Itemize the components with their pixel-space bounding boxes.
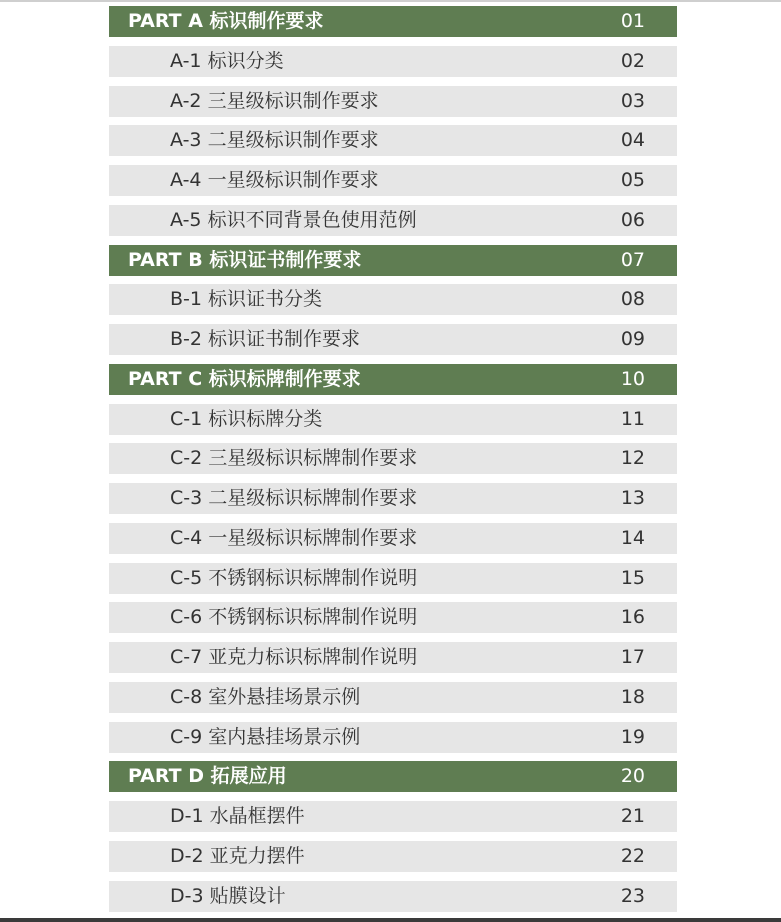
toc-item-b2-page: 09 (620, 328, 645, 350)
table-of-contents (109, 6, 677, 920)
toc-item-c2-page: 12 (620, 447, 645, 470)
toc-item-d1-title: D-1 水晶框摆件 (170, 805, 305, 827)
toc-item-a3-title: A-3 二星级标识制作要求 (170, 129, 379, 152)
toc-item-c8-page: 18 (620, 685, 645, 708)
toc-item-c3-page: 13 (620, 487, 645, 509)
toc-item-c6-title: C-6 不锈钢标识标牌制作说明 (170, 606, 418, 629)
toc-item-c9-page: 19 (620, 725, 645, 748)
top-border-line (0, 0, 781, 2)
toc-item-c9-title: C-9 室内悬挂场景示例 (170, 725, 361, 748)
toc-item-c5[interactable] (109, 563, 677, 594)
toc-item-c7[interactable] (109, 642, 677, 673)
toc-item-c3[interactable] (109, 483, 677, 514)
bottom-border-line (0, 918, 781, 922)
toc-item-c5-page: 15 (620, 566, 645, 589)
toc-item-d2[interactable] (109, 841, 677, 872)
toc-item-a1-title: A-1 标识分类 (170, 49, 284, 72)
toc-item-a1-page: 02 (620, 49, 645, 72)
toc-part-b-title: PART B 标识证书制作要求 (128, 248, 362, 271)
toc-item-a2-title: A-2 三星级标识制作要求 (170, 89, 379, 112)
toc-part-c[interactable] (109, 364, 677, 395)
toc-item-c8-title: C-8 室外悬挂场景示例 (170, 685, 361, 708)
toc-item-c2-title: C-2 三星级标识标牌制作要求 (170, 447, 418, 470)
toc-part-b-page: 07 (620, 248, 645, 271)
toc-item-c3-title: C-3 二星级标识标牌制作要求 (170, 487, 418, 509)
toc-item-a5-title: A-5 标识不同背景色使用范例 (170, 208, 417, 231)
toc-item-b1-title: B-1 标识证书分类 (170, 288, 323, 311)
toc-item-c1-title: C-1 标识标牌分类 (170, 407, 323, 430)
toc-item-d1-page: 21 (620, 805, 645, 827)
toc-item-b2-title: B-2 标识证书制作要求 (170, 328, 361, 350)
toc-item-a4-title: A-4 一星级标识制作要求 (170, 169, 379, 191)
toc-item-c4-page: 14 (620, 526, 645, 549)
toc-part-a[interactable] (109, 6, 677, 37)
toc-item-c7-title: C-7 亚克力标识标牌制作说明 (170, 646, 418, 668)
toc-item-d3-title: D-3 贴膜设计 (170, 884, 286, 907)
toc-item-a4-page: 05 (620, 169, 645, 191)
toc-part-c-title: PART C 标识标牌制作要求 (128, 367, 361, 390)
toc-item-c1[interactable] (109, 404, 677, 435)
toc-item-c7-page: 17 (620, 646, 645, 668)
toc-item-a5-page: 06 (620, 208, 645, 231)
toc-item-a3[interactable] (109, 125, 677, 156)
toc-item-d1[interactable] (109, 801, 677, 832)
toc-part-c-page: 10 (620, 367, 645, 390)
toc-item-a3-page: 04 (620, 129, 645, 152)
toc-part-d-page: 20 (620, 765, 645, 788)
toc-item-d2-title: D-2 亚克力摆件 (170, 844, 305, 867)
toc-part-a-page: 01 (620, 10, 645, 32)
toc-item-d2-page: 22 (620, 844, 645, 867)
toc-item-c9[interactable] (109, 722, 677, 753)
toc-item-c4-title: C-4 一星级标识标牌制作要求 (170, 526, 418, 549)
toc-item-b1-page: 08 (620, 288, 645, 311)
toc-item-d3[interactable] (109, 881, 677, 912)
toc-item-c1-page: 11 (620, 407, 645, 430)
toc-part-a-title: PART A 标识制作要求 (128, 10, 324, 32)
toc-item-c5-title: C-5 不锈钢标识标牌制作说明 (170, 566, 418, 589)
toc-item-a4[interactable] (109, 165, 677, 196)
toc-item-c8[interactable] (109, 682, 677, 713)
toc-item-c6[interactable] (109, 602, 677, 633)
toc-item-a2-page: 03 (620, 89, 645, 112)
toc-item-a1[interactable] (109, 46, 677, 77)
toc-item-c2[interactable] (109, 443, 677, 474)
toc-part-d-title: PART D 拓展应用 (128, 765, 287, 788)
toc-item-c4[interactable] (109, 523, 677, 554)
toc-item-b2[interactable] (109, 324, 677, 355)
toc-part-b[interactable] (109, 245, 677, 276)
toc-item-c6-page: 16 (620, 606, 645, 629)
toc-item-a5[interactable] (109, 205, 677, 236)
toc-item-a2[interactable] (109, 86, 677, 117)
toc-item-b1[interactable] (109, 284, 677, 315)
toc-part-d[interactable] (109, 761, 677, 792)
toc-item-d3-page: 23 (620, 884, 645, 907)
